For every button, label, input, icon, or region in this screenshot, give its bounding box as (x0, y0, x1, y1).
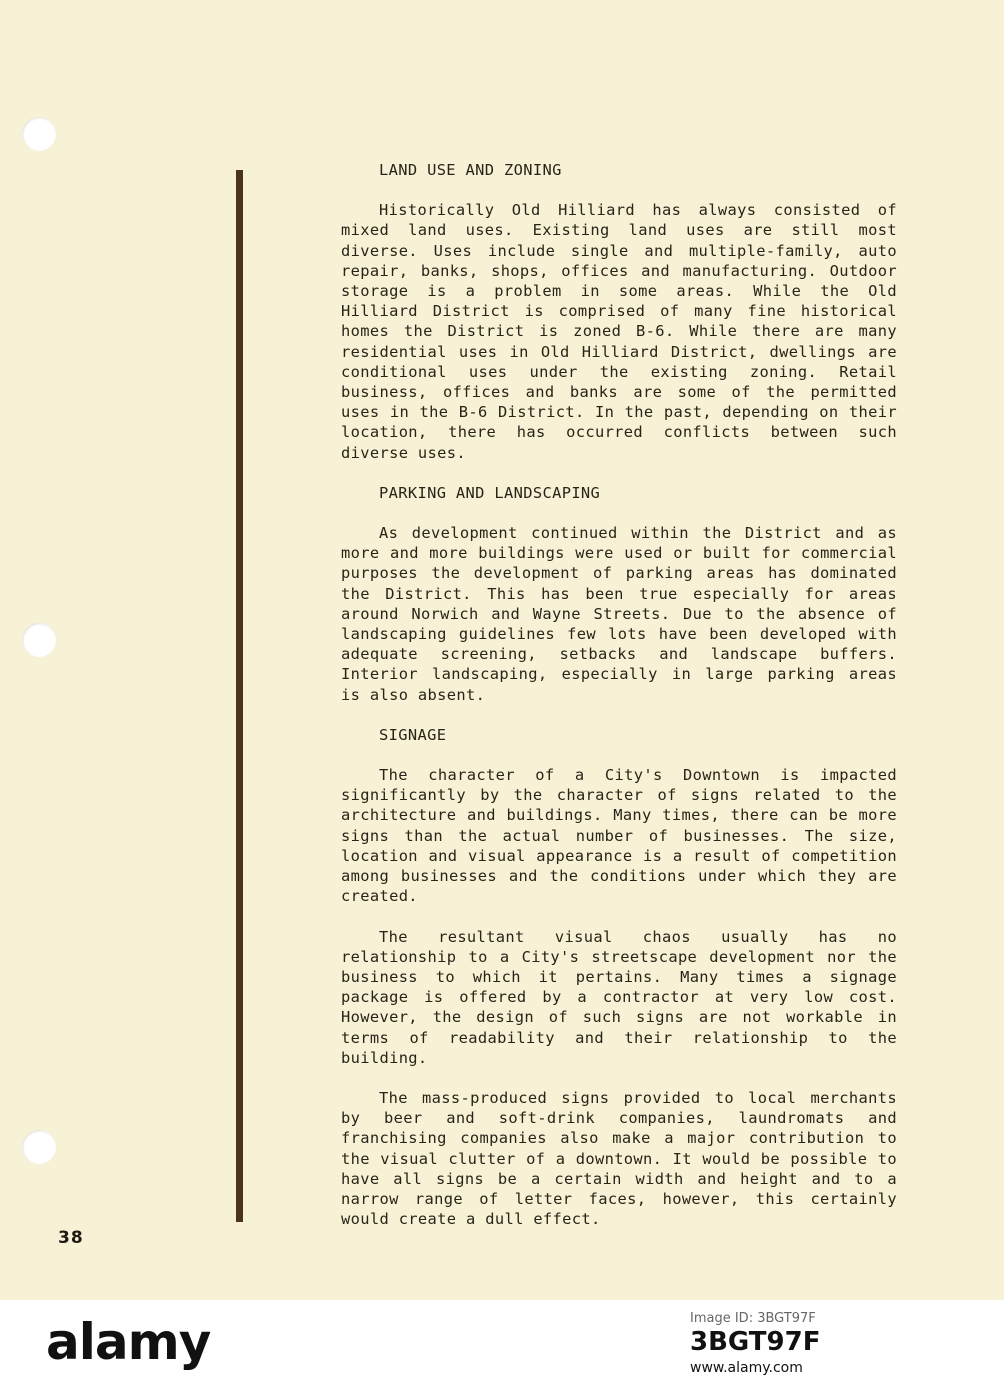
binder-hole (22, 117, 56, 151)
paragraph: The character of a City's Downtown is impacted significantly by the character of signs related to the architecture and buildings. Many times, there can be more signs than the actual number of businesses. The size, location and visual appearance is a result of competition among businesses and the conditions under which they are created. (341, 766, 897, 906)
section-heading: PARKING AND LANDSCAPING (379, 483, 601, 502)
page-number: 38 (58, 1228, 84, 1248)
paragraph: Historically Old Hilliard has always consisted of mixed land uses. Existing land uses are still most diverse. Uses include single and multiple-family, auto repair, banks, shops, offices and manufacturing. Outdoor storage is a problem in some areas. While the Old Hilliard District is comprised of many fine historical homes the District is zoned B-6. While there are many residential uses in Old Hilliard District, dwellings are conditional uses under the existing zoning. Retail business, offices and banks are some of the permitted uses in the B-6 District. In the past, depending on their location, there has occurred conflicts between such diverse uses. (341, 201, 897, 462)
image-code: 3BGT97F (690, 1327, 821, 1357)
paragraph: As development continued within the District and as more and more buildings were used or built for commercial purposes the development of parking areas has dominated the District. This has been true especially for areas around Norwich and Wayne Streets. Due to the absence of landscaping guidelines few lots have been developed with adequate screening, setbacks and landscape buffers. Interior landscaping, especially in large parking areas is also absent. (341, 524, 897, 704)
paragraph: The resultant visual chaos usually has no relationship to a City's streetscape development nor the business to which it pertains. Many times a signage package is offered by a contractor at very low cost. However, the design of such signs are not workable in terms of readability and their relationship to the building. (341, 927, 897, 1067)
paragraph: The mass-produced signs provided to local merchants by beer and soft-drink companies, laundromats and franchising companies also make a major contribution to the visual clutter of a downtown. It would be possible to have all signs be a certain width and height and to a narrow range of letter faces, however, this certainly would create a dull effect. (341, 1088, 897, 1229)
binder-hole (22, 623, 56, 657)
stock-logo: alamy (46, 1313, 211, 1371)
margin-rule (236, 170, 243, 1222)
section-heading: LAND USE AND ZONING (379, 161, 562, 179)
binder-hole (22, 1130, 56, 1164)
section-heading: SIGNAGE (379, 725, 447, 744)
website-link[interactable]: www.alamy.com (690, 1360, 803, 1376)
image-id-label: Image ID: 3BGT97F (690, 1311, 816, 1326)
document-body (341, 160, 897, 1249)
